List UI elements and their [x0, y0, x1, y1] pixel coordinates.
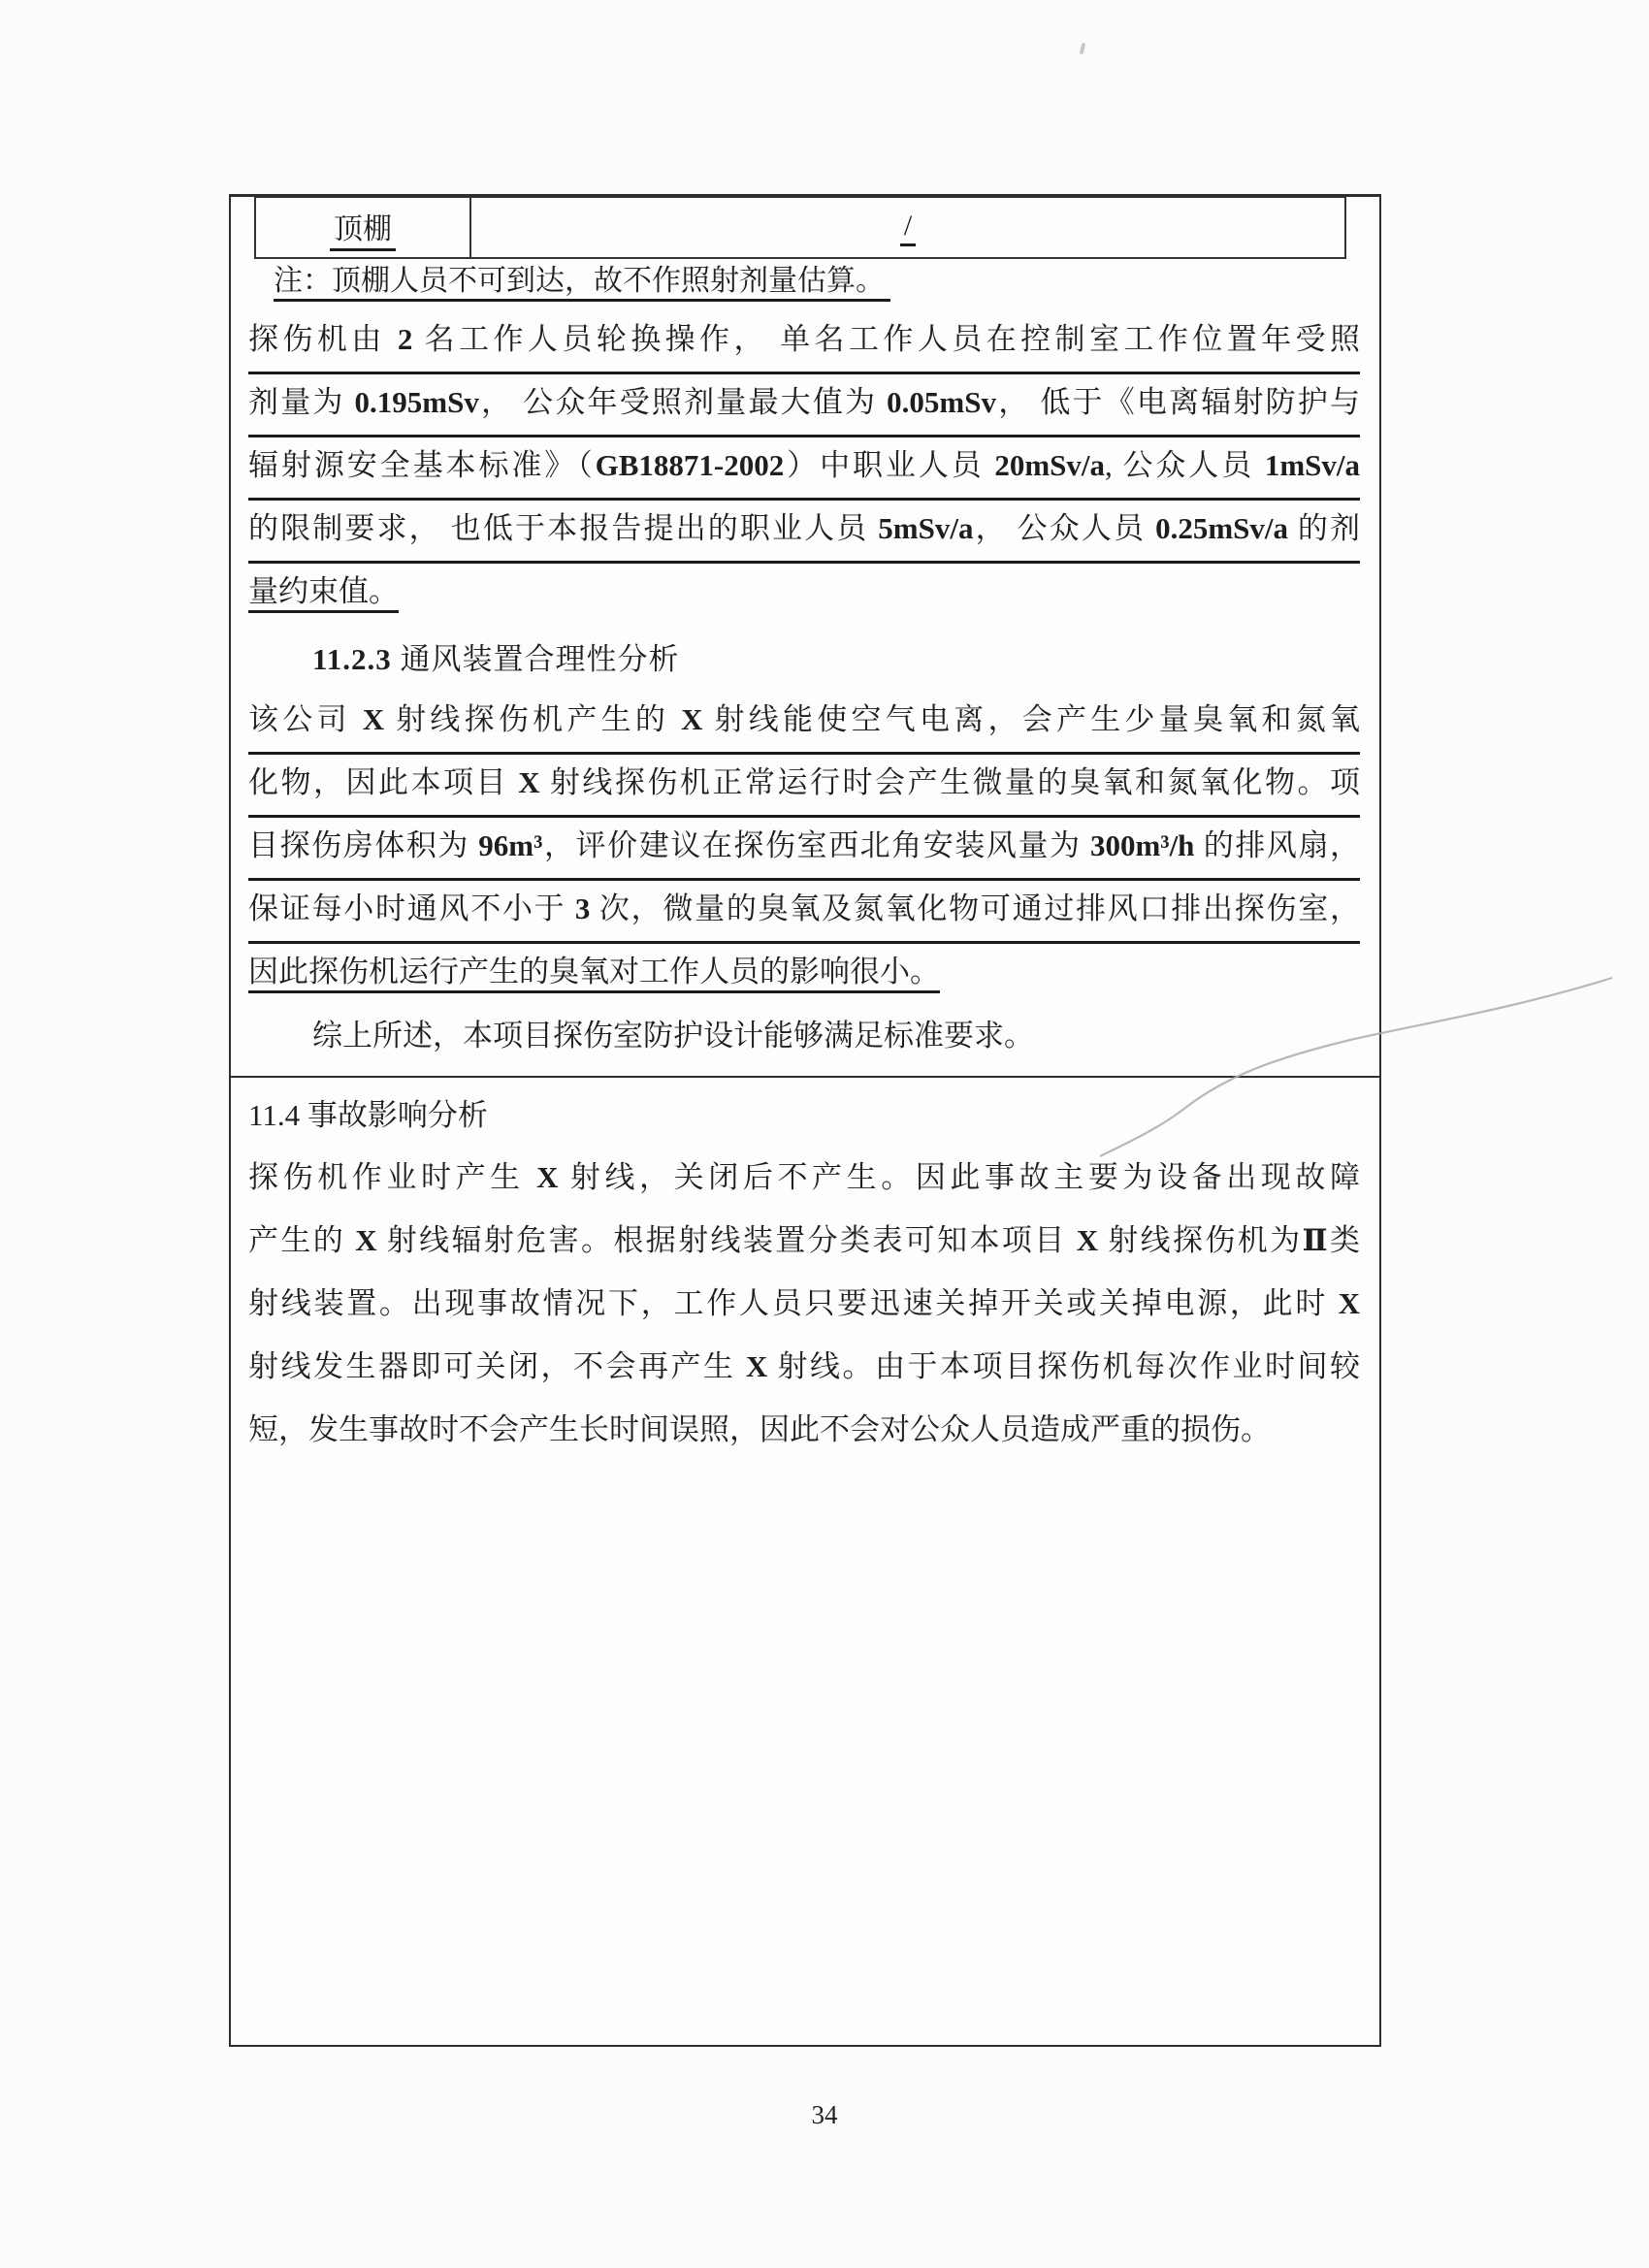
text-line	[248, 1402, 1360, 1465]
text-line	[248, 437, 1360, 501]
section-11-4-cell	[231, 1078, 1379, 1465]
summary-line: 综上所述，本项目探伤室防护设计能够满足标准要求。	[312, 1019, 1034, 1053]
text-line	[248, 1276, 1360, 1339]
text-line-content: 的限制要求， 也低于本报告提出的职业人员 5mSv/a， 公众人员 0.25mSv/a 的剂	[248, 511, 1360, 545]
text-line	[248, 1150, 1360, 1213]
section-heading-ventilation: 11.2.3 通风装置合理性分析	[312, 642, 680, 676]
text-line-content: 该公司 X 射线探伤机产生的 X 射线能使空气电离，会产生少量臭氧和氮氧	[248, 702, 1360, 736]
text-line-content: 产生的 X 射线辐射危害。根据射线装置分类表可知本项目 X 射线探伤机为Ⅱ类	[248, 1223, 1360, 1257]
text-line	[248, 374, 1360, 437]
ceiling-label-text: 顶棚	[330, 205, 396, 251]
text-line	[248, 692, 1360, 755]
ceiling-value-text: /	[900, 210, 916, 246]
table-cell-ceiling-label	[256, 198, 471, 257]
text-line-content: 剂量为 0.195mSv， 公众年受照剂量最大值为 0.05mSv， 低于《电离辐射防护与	[248, 385, 1360, 419]
text-line-content: 目探伤房体积为 96m³，评价建议在探伤室西北角安装风量为 300m³/h 的排风扇，	[248, 828, 1360, 862]
text-line-content: 探伤机由 2 名工作人员轮换操作， 单名工作人员在控制室工作位置年受照	[248, 322, 1360, 356]
text-line	[248, 755, 1360, 818]
text-line	[248, 818, 1360, 881]
text-line-content: 量约束值。	[248, 574, 399, 613]
content-frame	[229, 194, 1381, 2047]
text-line-content: 辐射源安全基本标准》（GB18871-2002）中职业人员 20mSv/a, 公众人员 1mSv/a	[248, 448, 1360, 482]
page-number: 34	[811, 2100, 838, 2129]
text-line-content: 射线装置。出现事故情况下，工作人员只要迅速关掉开关或关掉电源，此时 X	[248, 1286, 1360, 1320]
text-line-content: 因此探伤机运行产生的臭氧对工作人员的影响很小。	[248, 955, 940, 993]
text-line	[248, 944, 1360, 1006]
text-line-content: 探伤机作业时产生 X 射线，关闭后不产生。因此事故主要为设备出现故障	[248, 1160, 1360, 1194]
text-line	[248, 501, 1360, 564]
accident-paragraph	[248, 1150, 1360, 1465]
section-heading-accident: 11.4 事故影响分析	[248, 1098, 488, 1132]
text-line	[248, 881, 1360, 944]
note-text: 注：顶棚人员不可到达，故不作照射剂量估算。	[274, 265, 890, 302]
scan-artifact-mark	[1080, 43, 1086, 55]
text-line	[248, 1339, 1360, 1402]
text-line-content: 射线发生器即可关闭，不会再产生 X 射线。由于本项目探伤机每次作业时间较	[248, 1349, 1360, 1383]
text-line	[248, 1213, 1360, 1276]
dose-paragraph	[248, 311, 1360, 626]
text-line-content: 化物，因此本项目 X 射线探伤机正常运行时会产生微量的臭氧和氮氧化物。项	[248, 765, 1360, 799]
note-line	[248, 265, 1360, 302]
ventilation-paragraph	[248, 692, 1360, 1006]
table-cell-ceiling-value	[471, 210, 1344, 246]
ceiling-table	[254, 197, 1346, 259]
section-11-2-cell	[231, 197, 1379, 1078]
text-line-content: 短，发生事故时不会产生长时间误照，因此不会对公众人员造成严重的损伤。	[248, 1412, 1271, 1446]
text-line	[248, 311, 1360, 374]
text-line-content: 保证每小时通风不小于 3 次，微量的臭氧及氮氧化物可通过排风口排出探伤室，	[248, 891, 1360, 925]
text-line	[248, 564, 1360, 626]
